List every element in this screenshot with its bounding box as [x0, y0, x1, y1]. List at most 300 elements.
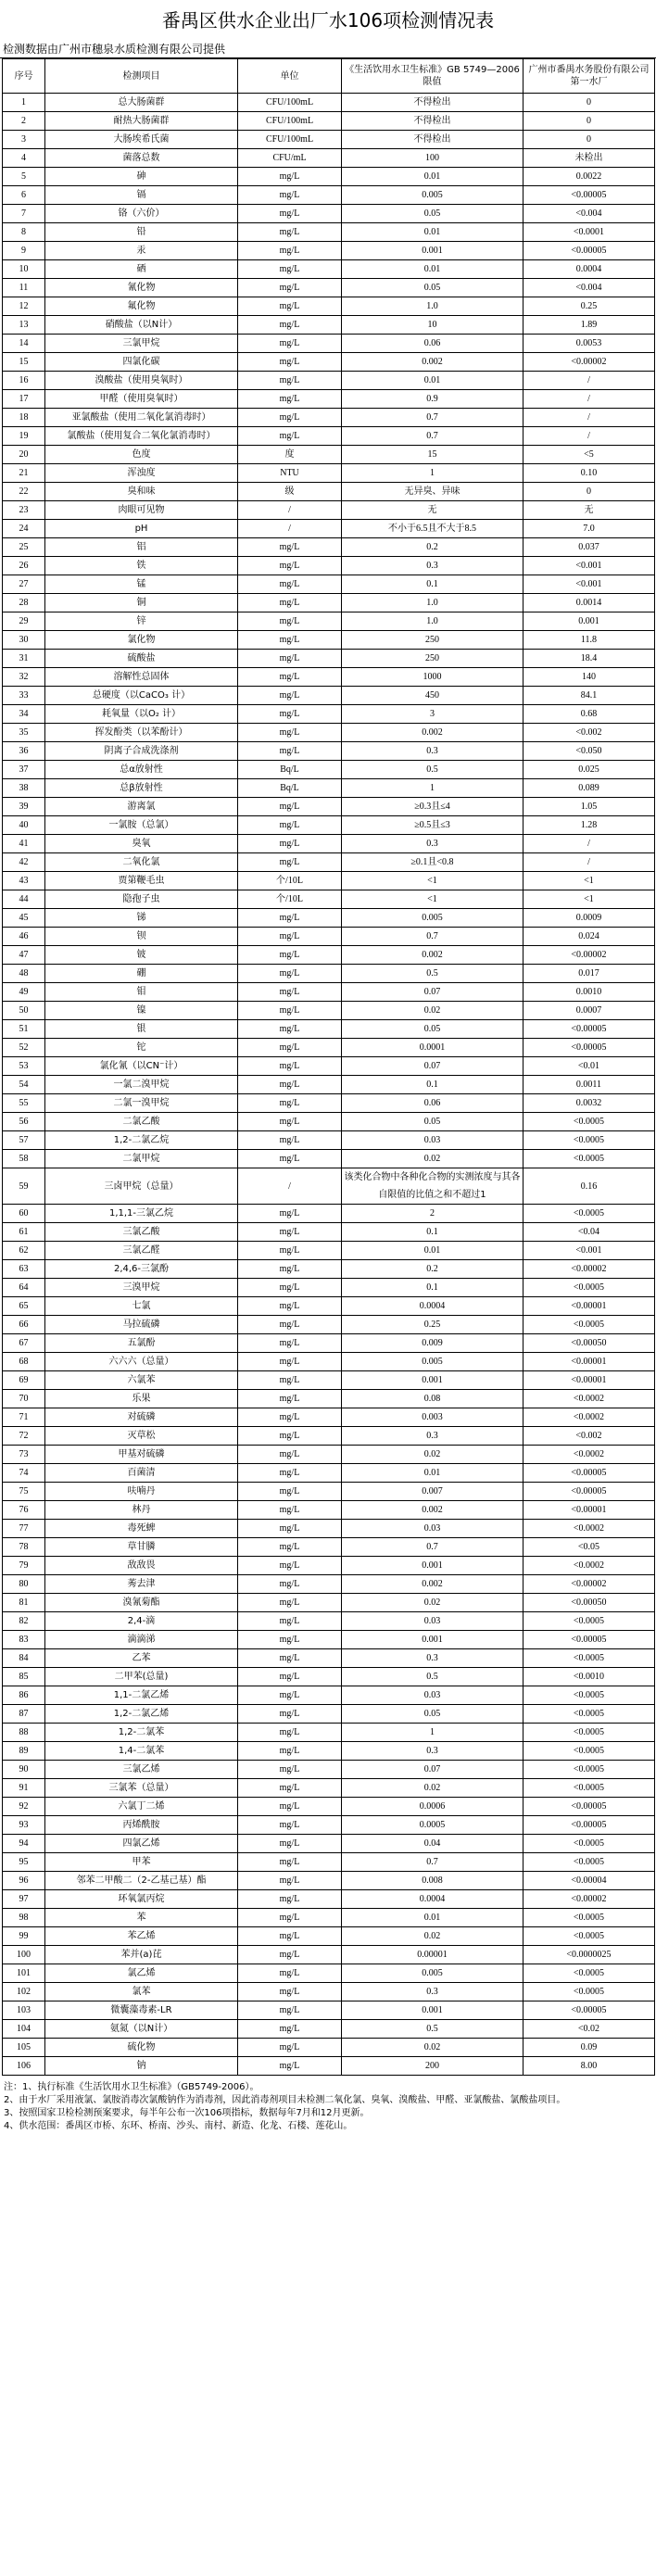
cell-unit: mg/L — [238, 1890, 342, 1909]
cell-result: <0.00050 — [524, 1334, 655, 1353]
cell-unit: mg/L — [238, 1946, 342, 1964]
cell-no: 99 — [3, 1927, 45, 1946]
cell-item: 三溴甲烷 — [45, 1279, 238, 1297]
cell-limit: 0.03 — [342, 1131, 524, 1150]
cell-limit: 0.2 — [342, 538, 524, 557]
cell-item: 耗氧量（以O₂ 计） — [45, 705, 238, 724]
cell-result: 1.28 — [524, 816, 655, 835]
cell-result: 0.024 — [524, 928, 655, 946]
cell-limit: 3 — [342, 705, 524, 724]
cell-item: pH — [45, 520, 238, 538]
cell-result: 0.001 — [524, 612, 655, 631]
cell-item: 1,4-二氯苯 — [45, 1742, 238, 1761]
table-row — [3, 260, 655, 279]
cell-unit: mg/L — [238, 668, 342, 687]
cell-no: 51 — [3, 1020, 45, 1039]
cell-result: 0.037 — [524, 538, 655, 557]
cell-limit: 0.002 — [342, 1575, 524, 1594]
cell-result: / — [524, 372, 655, 390]
cell-no: 2 — [3, 112, 45, 131]
cell-limit: 0.08 — [342, 1390, 524, 1408]
cell-no: 16 — [3, 372, 45, 390]
table-row — [3, 409, 655, 427]
cell-no: 4 — [3, 149, 45, 168]
cell-no: 29 — [3, 612, 45, 631]
cell-no: 79 — [3, 1557, 45, 1575]
cell-unit: mg/L — [238, 1131, 342, 1150]
cell-item: 呋喃丹 — [45, 1483, 238, 1501]
cell-unit: 级 — [238, 483, 342, 501]
cell-unit: mg/L — [238, 1020, 342, 1039]
table-row — [3, 650, 655, 668]
cell-result: <0.001 — [524, 1242, 655, 1260]
col-header-result: 广州市番禺水务股份有限公司第一水厂 — [524, 59, 655, 94]
cell-item: 总β放射性 — [45, 779, 238, 798]
cell-item: 四氯化碳 — [45, 353, 238, 372]
cell-no: 22 — [3, 483, 45, 501]
table-row — [3, 1057, 655, 1076]
cell-result: <0.0010 — [524, 1668, 655, 1686]
table-row — [3, 1020, 655, 1039]
table-row — [3, 1890, 655, 1909]
cell-no: 37 — [3, 761, 45, 779]
cell-no: 72 — [3, 1427, 45, 1446]
table-row — [3, 594, 655, 612]
table-row — [3, 816, 655, 835]
table-row — [3, 297, 655, 316]
cell-no: 57 — [3, 1131, 45, 1150]
cell-item: 百菌清 — [45, 1464, 238, 1483]
cell-result: 0.0014 — [524, 594, 655, 612]
cell-limit: 0.3 — [342, 835, 524, 853]
cell-no: 70 — [3, 1390, 45, 1408]
cell-limit: 0.02 — [342, 1594, 524, 1612]
cell-item: 耐热大肠菌群 — [45, 112, 238, 131]
table-row — [3, 1761, 655, 1779]
cell-item: 游离氯 — [45, 798, 238, 816]
cell-no: 42 — [3, 853, 45, 872]
cell-unit: mg/L — [238, 1501, 342, 1520]
table-body — [3, 94, 655, 2076]
cell-no: 106 — [3, 2057, 45, 2076]
cell-limit: 0.5 — [342, 761, 524, 779]
table-row — [3, 1779, 655, 1798]
table-row — [3, 1334, 655, 1353]
cell-result: 0 — [524, 131, 655, 149]
table-row — [3, 1631, 655, 1649]
cell-limit: 1 — [342, 1724, 524, 1742]
cell-item: 敌敌畏 — [45, 1557, 238, 1575]
table-row — [3, 1260, 655, 1279]
cell-no: 41 — [3, 835, 45, 853]
cell-item: 硫化物 — [45, 2039, 238, 2057]
table-row — [3, 1835, 655, 1853]
cell-result: 0.0009 — [524, 909, 655, 928]
cell-no: 96 — [3, 1872, 45, 1890]
cell-item: 三氯乙醛 — [45, 1242, 238, 1260]
cell-result: <0.0005 — [524, 1131, 655, 1150]
table-row — [3, 205, 655, 223]
cell-item: 二氯乙酸 — [45, 1113, 238, 1131]
cell-result: <0.0005 — [524, 1705, 655, 1724]
cell-unit: mg/L — [238, 612, 342, 631]
cell-unit: mg/L — [238, 205, 342, 223]
cell-item: 铊 — [45, 1039, 238, 1057]
cell-no: 83 — [3, 1631, 45, 1649]
cell-limit: 不得检出 — [342, 112, 524, 131]
cell-result: 7.0 — [524, 520, 655, 538]
cell-result: <5 — [524, 446, 655, 464]
cell-item: 总硬度（以CaCO₃ 计） — [45, 687, 238, 705]
cell-result: 0.0011 — [524, 1076, 655, 1094]
table-row — [3, 1390, 655, 1408]
cell-limit: 0.1 — [342, 1279, 524, 1297]
cell-item: 三氯苯（总量） — [45, 1779, 238, 1798]
cell-result: <0.00050 — [524, 1594, 655, 1612]
cell-item: 微囊藻毒素-LR — [45, 2001, 238, 2020]
cell-result: 1.05 — [524, 798, 655, 816]
cell-no: 85 — [3, 1668, 45, 1686]
cell-item: 甲基对硫磷 — [45, 1446, 238, 1464]
cell-item: 对硫磷 — [45, 1408, 238, 1427]
cell-no: 11 — [3, 279, 45, 297]
cell-unit: mg/L — [238, 1279, 342, 1297]
table-row — [3, 928, 655, 946]
data-source-line: 检测数据由广州市穗泉水质检测有限公司提供 — [0, 41, 656, 58]
cell-unit: mg/L — [238, 1668, 342, 1686]
cell-no: 33 — [3, 687, 45, 705]
cell-limit: 450 — [342, 687, 524, 705]
table-row — [3, 1168, 655, 1205]
table-row — [3, 1594, 655, 1612]
cell-limit: 0.01 — [342, 1909, 524, 1927]
cell-unit: mg/L — [238, 1076, 342, 1094]
cell-no: 67 — [3, 1334, 45, 1353]
table-row — [3, 761, 655, 779]
cell-result: 0.25 — [524, 297, 655, 316]
cell-unit: mg/L — [238, 1408, 342, 1427]
cell-item: 汞 — [45, 242, 238, 260]
cell-result: <0.00002 — [524, 946, 655, 965]
cell-item: 铜 — [45, 594, 238, 612]
cell-limit: 该类化合物中各种化合物的实测浓度与其各自限值的比值之和不超过1 — [342, 1168, 524, 1205]
table-row — [3, 1371, 655, 1390]
cell-limit: 0.0001 — [342, 1039, 524, 1057]
table-row — [3, 223, 655, 242]
table-row — [3, 1353, 655, 1371]
footnote-4: 4、供水范围：番禺区市桥、东环、桥南、沙头、南村、新造、化龙、石楼、莲花山。 — [4, 2121, 353, 2131]
cell-no: 40 — [3, 816, 45, 835]
cell-result: 0.0053 — [524, 335, 655, 353]
cell-no: 89 — [3, 1742, 45, 1761]
table-row — [3, 520, 655, 538]
table-row — [3, 335, 655, 353]
cell-result: <0.00001 — [524, 1501, 655, 1520]
cell-unit: mg/L — [238, 1538, 342, 1557]
cell-unit: mg/L — [238, 316, 342, 335]
page-title: 番禺区供水企业出厂水106项检测情况表 — [161, 9, 495, 32]
cell-result: <0.0005 — [524, 1983, 655, 2001]
cell-result: <0.002 — [524, 1427, 655, 1446]
cell-result: <0.00005 — [524, 2001, 655, 2020]
cell-no: 48 — [3, 965, 45, 983]
cell-result: 11.8 — [524, 631, 655, 650]
cell-limit: 0.3 — [342, 557, 524, 575]
cell-no: 92 — [3, 1798, 45, 1816]
cell-item: 氟化物 — [45, 297, 238, 316]
cell-limit: 1.0 — [342, 594, 524, 612]
cell-no: 7 — [3, 205, 45, 223]
cell-result: <0.02 — [524, 2020, 655, 2039]
cell-result: <0.002 — [524, 724, 655, 742]
cell-result: <0.0005 — [524, 1835, 655, 1853]
cell-limit: 0.01 — [342, 260, 524, 279]
cell-item: 总大肠菌群 — [45, 94, 238, 112]
cell-item: 铝 — [45, 538, 238, 557]
cell-no: 43 — [3, 872, 45, 890]
cell-limit: 0.02 — [342, 1446, 524, 1464]
table-row — [3, 1279, 655, 1297]
table-row — [3, 1668, 655, 1686]
cell-limit: 0.001 — [342, 2001, 524, 2020]
cell-unit: mg/L — [238, 1594, 342, 1612]
table-row — [3, 501, 655, 520]
cell-item: 臭和味 — [45, 483, 238, 501]
cell-limit: 0.25 — [342, 1316, 524, 1334]
cell-item: 银 — [45, 1020, 238, 1039]
cell-no: 63 — [3, 1260, 45, 1279]
cell-limit: 1.0 — [342, 297, 524, 316]
cell-result: 0 — [524, 112, 655, 131]
table-row — [3, 1983, 655, 2001]
cell-unit: mg/L — [238, 1520, 342, 1538]
cell-limit: 0.009 — [342, 1334, 524, 1353]
cell-no: 46 — [3, 928, 45, 946]
cell-item: 1,2-二氯苯 — [45, 1724, 238, 1742]
table-row — [3, 446, 655, 464]
cell-item: 三氯甲烷 — [45, 335, 238, 353]
cell-item: 六氯丁二烯 — [45, 1798, 238, 1816]
cell-limit: 0.7 — [342, 1538, 524, 1557]
cell-no: 45 — [3, 909, 45, 928]
table-row — [3, 1964, 655, 1983]
cell-no: 105 — [3, 2039, 45, 2057]
table-row — [3, 1798, 655, 1816]
cell-limit: 0.7 — [342, 409, 524, 427]
cell-unit: NTU — [238, 464, 342, 483]
cell-unit: mg/L — [238, 1853, 342, 1872]
table-row — [3, 724, 655, 742]
cell-no: 9 — [3, 242, 45, 260]
cell-unit: mg/L — [238, 798, 342, 816]
cell-item: 林丹 — [45, 1501, 238, 1520]
cell-item: 铅 — [45, 223, 238, 242]
table-row — [3, 242, 655, 260]
cell-result: 未检出 — [524, 149, 655, 168]
table-row — [3, 1686, 655, 1705]
cell-unit: mg/L — [238, 1260, 342, 1279]
table-row — [3, 1909, 655, 1927]
cell-result: 0.10 — [524, 464, 655, 483]
cell-limit: 0.02 — [342, 1150, 524, 1168]
cell-unit: mg/L — [238, 1002, 342, 1020]
cell-result: 0.68 — [524, 705, 655, 724]
table-row — [3, 1039, 655, 1057]
table-row — [3, 353, 655, 372]
cell-limit: 0.0005 — [342, 1816, 524, 1835]
cell-unit: mg/L — [238, 835, 342, 853]
cell-item: 铍 — [45, 946, 238, 965]
cell-no: 75 — [3, 1483, 45, 1501]
table-row — [3, 890, 655, 909]
cell-result: <0.05 — [524, 1538, 655, 1557]
cell-result: <0.00005 — [524, 1039, 655, 1057]
cell-item: 1,2-二氯乙烷 — [45, 1131, 238, 1150]
cell-limit: 0.0004 — [342, 1297, 524, 1316]
cell-unit: Bq/L — [238, 761, 342, 779]
cell-limit: 0.005 — [342, 186, 524, 205]
cell-limit: 不得检出 — [342, 94, 524, 112]
cell-no: 103 — [3, 2001, 45, 2020]
table-row — [3, 1520, 655, 1538]
table-row — [3, 1427, 655, 1446]
cell-result: / — [524, 390, 655, 409]
cell-limit: 0.01 — [342, 223, 524, 242]
cell-limit: <1 — [342, 890, 524, 909]
cell-no: 97 — [3, 1890, 45, 1909]
cell-no: 82 — [3, 1612, 45, 1631]
cell-unit: mg/L — [238, 260, 342, 279]
cell-result: 0.0007 — [524, 1002, 655, 1020]
cell-unit: mg/L — [238, 1909, 342, 1927]
table-row — [3, 279, 655, 297]
cell-result: 1.89 — [524, 316, 655, 335]
cell-no: 50 — [3, 1002, 45, 1020]
cell-result: 84.1 — [524, 687, 655, 705]
table-row — [3, 965, 655, 983]
cell-unit: / — [238, 520, 342, 538]
cell-limit: 0.001 — [342, 1371, 524, 1390]
cell-item: 溴氰菊酯 — [45, 1594, 238, 1612]
cell-item: 锰 — [45, 575, 238, 594]
cell-unit: mg/L — [238, 1724, 342, 1742]
cell-limit: 0.05 — [342, 1705, 524, 1724]
cell-limit: 0.05 — [342, 279, 524, 297]
table-row — [3, 1242, 655, 1260]
cell-no: 98 — [3, 1909, 45, 1927]
cell-unit: mg/L — [238, 1371, 342, 1390]
cell-no: 74 — [3, 1464, 45, 1483]
cell-limit: 不得检出 — [342, 131, 524, 149]
cell-item: 七氯 — [45, 1297, 238, 1316]
col-header-limit: 《生活饮用水卫生标准》GB 5749—2006限值 — [342, 59, 524, 94]
cell-unit: mg/L — [238, 1927, 342, 1946]
cell-item: 丙烯酰胺 — [45, 1816, 238, 1835]
cell-no: 10 — [3, 260, 45, 279]
cell-item: 灭草松 — [45, 1427, 238, 1446]
cell-item: 贾第鞭毛虫 — [45, 872, 238, 890]
cell-result: <0.00001 — [524, 1371, 655, 1390]
cell-unit: mg/L — [238, 1983, 342, 2001]
cell-unit: Bq/L — [238, 779, 342, 798]
cell-result: <0.001 — [524, 557, 655, 575]
cell-result: <0.0005 — [524, 1779, 655, 1798]
cell-no: 30 — [3, 631, 45, 650]
cell-item: 二甲苯(总量) — [45, 1668, 238, 1686]
cell-no: 53 — [3, 1057, 45, 1076]
cell-unit: mg/L — [238, 650, 342, 668]
cell-limit: 0.001 — [342, 1557, 524, 1575]
cell-item: 肉眼可见物 — [45, 501, 238, 520]
cell-item: 浑浊度 — [45, 464, 238, 483]
cell-result: <1 — [524, 872, 655, 890]
cell-limit: 0.1 — [342, 1076, 524, 1094]
cell-no: 24 — [3, 520, 45, 538]
cell-unit: mg/L — [238, 1427, 342, 1446]
cell-item: 马拉硫磷 — [45, 1316, 238, 1334]
table-row — [3, 1742, 655, 1761]
cell-no: 68 — [3, 1353, 45, 1371]
col-header-item: 检测项目 — [45, 59, 238, 94]
cell-limit: 0.01 — [342, 1242, 524, 1260]
cell-no: 55 — [3, 1094, 45, 1113]
cell-limit: 0.03 — [342, 1612, 524, 1631]
cell-limit: <1 — [342, 872, 524, 890]
cell-unit: mg/L — [238, 1631, 342, 1649]
cell-unit: mg/L — [238, 2057, 342, 2076]
cell-item: 三氯乙酸 — [45, 1223, 238, 1242]
cell-no: 5 — [3, 168, 45, 186]
cell-limit: 15 — [342, 446, 524, 464]
cell-unit: mg/L — [238, 1353, 342, 1371]
cell-item: 1,1,1-三氯乙烷 — [45, 1205, 238, 1223]
table-row — [3, 1223, 655, 1242]
cell-unit: mg/L — [238, 1835, 342, 1853]
cell-limit: 0.01 — [342, 1464, 524, 1483]
cell-limit: 0.008 — [342, 1872, 524, 1890]
cell-unit: mg/L — [238, 1316, 342, 1334]
cell-limit: 0.06 — [342, 335, 524, 353]
cell-no: 1 — [3, 94, 45, 112]
cell-item: 邻苯二甲酸二（2-乙基己基）酯 — [45, 1872, 238, 1890]
cell-result: <0.0005 — [524, 1279, 655, 1297]
cell-no: 78 — [3, 1538, 45, 1557]
table-row — [3, 1816, 655, 1835]
cell-limit: 0.005 — [342, 909, 524, 928]
cell-result: <0.0005 — [524, 1205, 655, 1223]
cell-unit: mg/L — [238, 853, 342, 872]
cell-result: <0.0005 — [524, 1113, 655, 1131]
cell-result: <0.0002 — [524, 1520, 655, 1538]
cell-item: 大肠埃希氏菌 — [45, 131, 238, 149]
cell-item: 苯乙烯 — [45, 1927, 238, 1946]
cell-limit: 0.02 — [342, 1927, 524, 1946]
cell-result: <0.0005 — [524, 1316, 655, 1334]
cell-result: 0.0010 — [524, 983, 655, 1002]
cell-unit: mg/L — [238, 1039, 342, 1057]
cell-no: 94 — [3, 1835, 45, 1853]
table-row — [3, 112, 655, 131]
cell-no: 21 — [3, 464, 45, 483]
cell-limit: 0.001 — [342, 1631, 524, 1649]
cell-item: 氯化氰（以CN⁻计） — [45, 1057, 238, 1076]
cell-unit: mg/L — [238, 1742, 342, 1761]
cell-no: 76 — [3, 1501, 45, 1520]
cell-unit: mg/L — [238, 687, 342, 705]
cell-result: / — [524, 409, 655, 427]
cell-limit: 0.3 — [342, 1742, 524, 1761]
cell-unit: mg/L — [238, 1205, 342, 1223]
